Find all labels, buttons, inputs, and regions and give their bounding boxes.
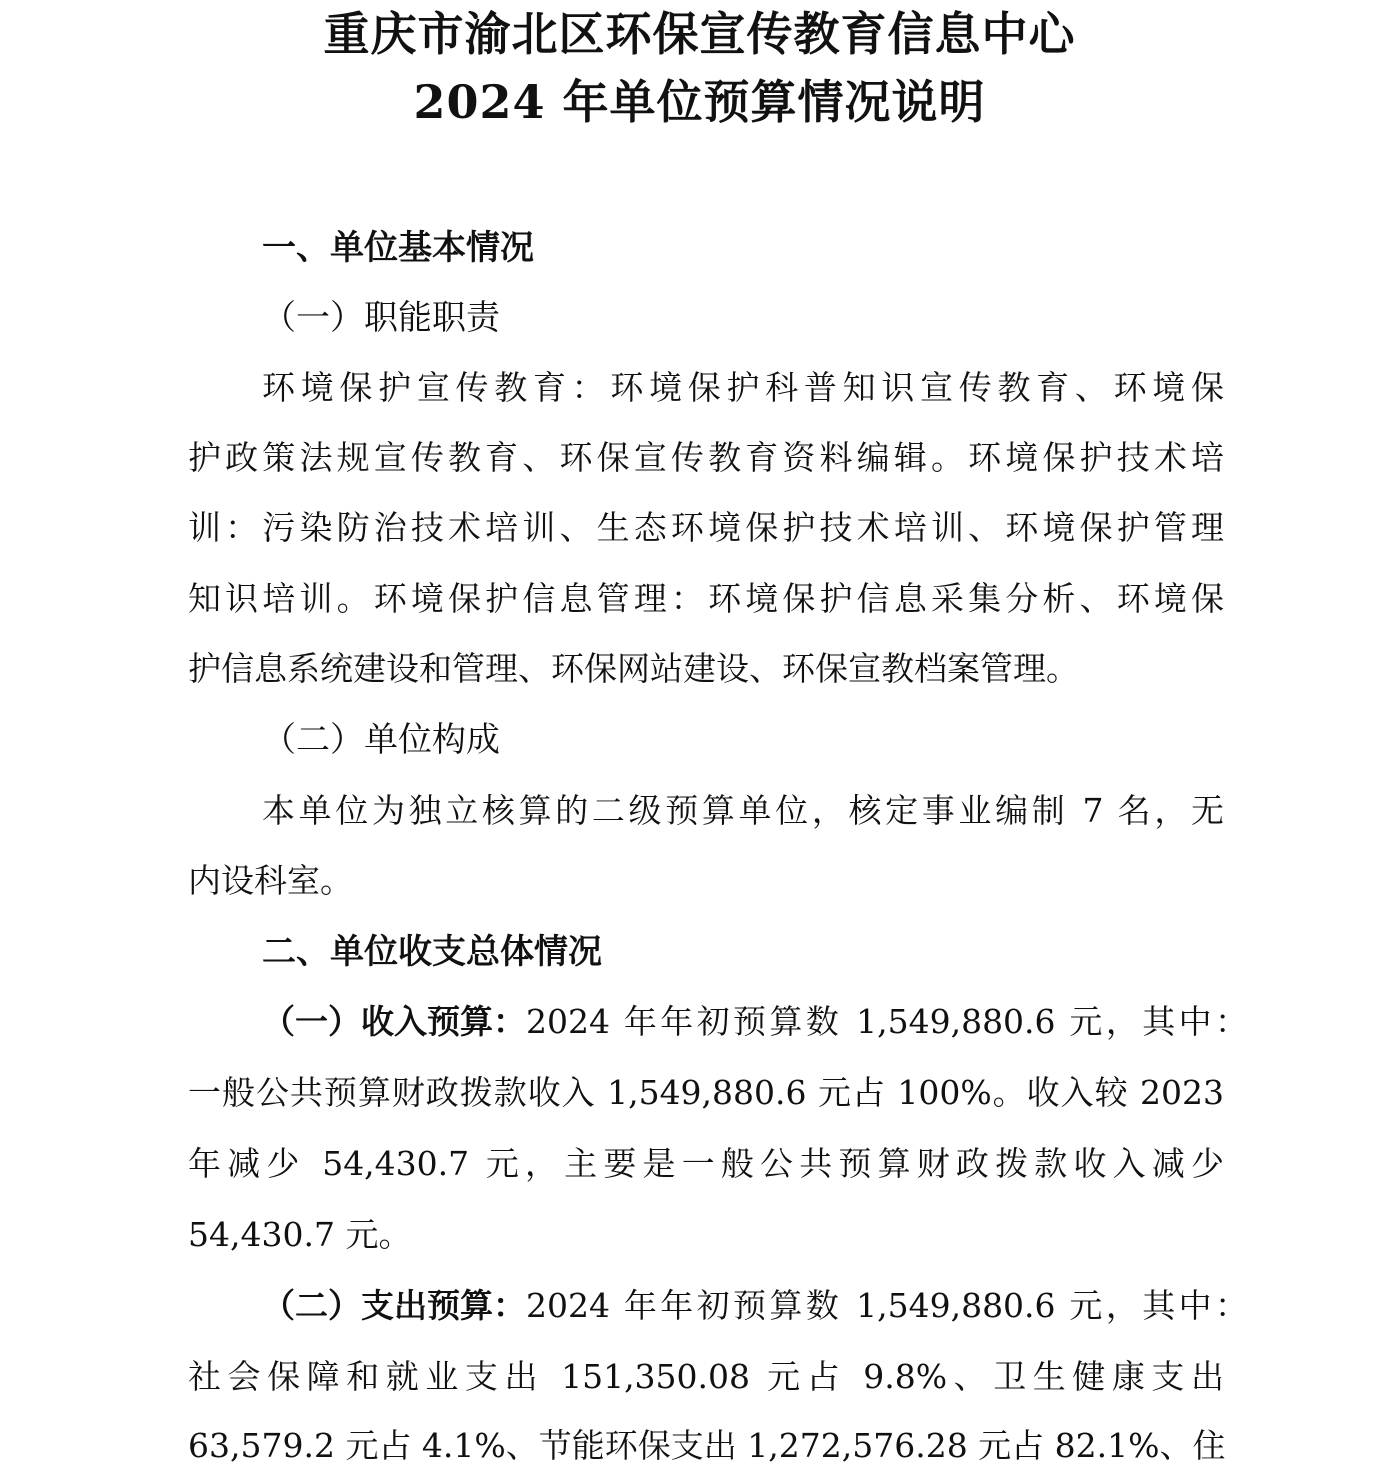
paragraph-line: 内设科室。 bbox=[188, 861, 353, 900]
income-label: （一）收入预算： bbox=[262, 1002, 526, 1041]
paragraph-line: 本单位为独立核算的二级预算单位，核定事业编制 7 名，无 bbox=[262, 791, 1224, 830]
section-heading-income-expense: 二、单位收支总体情况 bbox=[262, 932, 602, 972]
paragraph-line: 护信息系统建设和管理、环保网站建设、环保宣教档案管理。 bbox=[188, 649, 1079, 688]
subsection-heading-composition: （二）单位构成 bbox=[262, 720, 500, 760]
income-line-text: 2024 年年初预算数 1,549,880.6 元，其中： bbox=[526, 1002, 1248, 1041]
paragraph-line: 训：污染防治技术培训、生态环境保护技术培训、环境保护管理 bbox=[188, 508, 1224, 547]
paragraph-line: 54,430.7 元。 bbox=[188, 1215, 412, 1254]
expense-paragraph-first-line bbox=[262, 1284, 1248, 1328]
document-title-line-1: 重庆市渝北区环保宣传教育信息中心 bbox=[323, 7, 1076, 61]
paragraph-line: 知识培训。环境保护信息管理：环境保护信息采集分析、环境保 bbox=[188, 579, 1224, 618]
expense-line-text: 2024 年年初预算数 1,549,880.6 元，其中： bbox=[526, 1286, 1248, 1325]
paragraph-line: 环境保护宣传教育：环境保护科普知识宣传教育、环境保 bbox=[262, 368, 1224, 407]
paragraph-line: 一般公共预算财政拨款收入 1,549,880.6 元占 100%。收入较 2023 bbox=[188, 1073, 1224, 1112]
paragraph-line: 护政策法规宣传教育、环保宣传教育资料编辑。环境保护技术培 bbox=[188, 438, 1224, 477]
section-heading-basic-info: 一、单位基本情况 bbox=[262, 228, 534, 268]
income-paragraph-first-line bbox=[262, 1000, 1248, 1044]
paragraph-line: 社会保障和就业支出 151,350.08 元占 9.8%、卫生健康支出 bbox=[188, 1357, 1224, 1396]
document-title-line-2: 2024 年单位预算情况说明 bbox=[413, 75, 986, 129]
subsection-heading-functions: （一）职能职责 bbox=[262, 298, 500, 338]
paragraph-line: 63,579.2 元占 4.1%、节能环保支出 1,272,576.28 元占 82.1%、住 bbox=[188, 1426, 1226, 1465]
expense-label: （二）支出预算： bbox=[262, 1286, 526, 1325]
paragraph-line: 年减少 54,430.7 元，主要是一般公共预算财政拨款收入减少 bbox=[188, 1144, 1224, 1183]
